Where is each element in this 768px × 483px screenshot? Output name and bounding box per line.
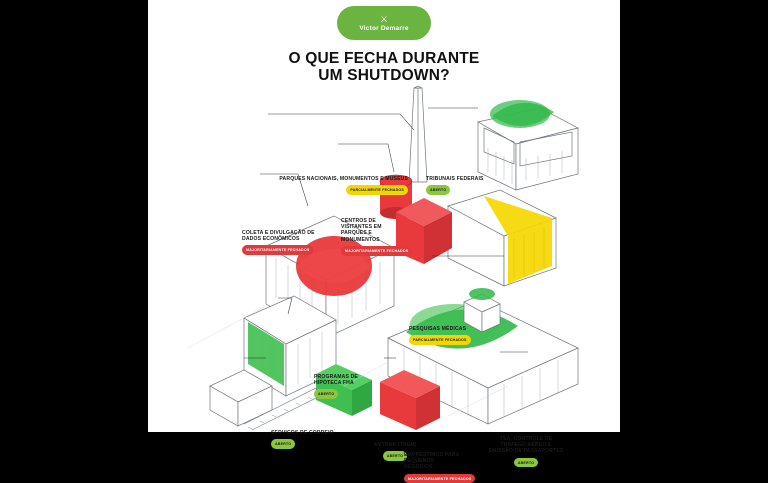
status-badge: MAJORITARIAMENTE FECHADOS [404, 474, 475, 483]
callout-label: CENTROS DE VISITANTES EM PARQUES E MONUMENTOS [341, 218, 382, 243]
callout-servicos-correio [271, 430, 357, 449]
callout-tribunais-federais [426, 176, 508, 195]
status-badge: PARCIALMENTE FECHADOS [409, 335, 471, 345]
brand-logo [337, 6, 431, 40]
callout-label: SERVIÇOS DE CORREIO [271, 430, 334, 436]
status-badge: ABERTO [271, 439, 295, 449]
callout-label: TSA, CONTROLE DE TRÁFEGO AÉREO E EMISSÃO DE PASSAPORTES [488, 436, 564, 455]
logo-mark-icon: ⚔ [379, 13, 389, 24]
callout-label: TRIBUNAIS FEDERAIS [426, 176, 484, 182]
status-badge: PARCIALMENTE FECHADOS [346, 185, 408, 195]
callout-centros-visitantes [341, 218, 407, 256]
callout-label: PROGRAMAS DE HIPOTECA FHA [314, 374, 358, 387]
callout-label: COLETA E DIVULGAÇÃO DE DADOS ECONÔMICOS [242, 230, 315, 243]
callout-tsa [488, 436, 564, 467]
obelisk-shape [409, 86, 427, 182]
infographic-sheet [148, 0, 620, 481]
callout-pesquisas-medicas [409, 326, 519, 345]
page-title-line1: O QUE FECHA DURANTE [288, 50, 480, 67]
status-badge: ABERTO [514, 458, 538, 468]
callout-hipoteca-fha [314, 374, 386, 399]
callout-label: EMPRÉSTIMOS PARA PEQUENOS NEGÓCIOS [404, 452, 460, 471]
page-title [148, 50, 620, 84]
status-badge: MAJORITARIAMENTE FECHADOS [242, 245, 313, 255]
page-title-line2: UM SHUTDOWN? [318, 67, 450, 84]
status-badge: MAJORITARIAMENTE FECHADOS [341, 246, 412, 256]
callout-label: AMTRAK (TREM) [373, 442, 417, 448]
callout-label: PESQUISAS MÉDICAS [409, 326, 467, 332]
callout-dados-economicos [242, 230, 324, 255]
status-badge: ABERTO [426, 185, 450, 195]
callout-emprestimos [404, 452, 472, 483]
status-badge: ABERTO [383, 451, 407, 461]
brand-name: Victor Demarre [359, 24, 409, 32]
callout-label: PARQUES NACIONAIS, MONUMENTOS E MUSEUS [279, 176, 408, 182]
status-badge: ABERTO [314, 389, 338, 399]
callout-parques-nacionais [278, 176, 408, 195]
